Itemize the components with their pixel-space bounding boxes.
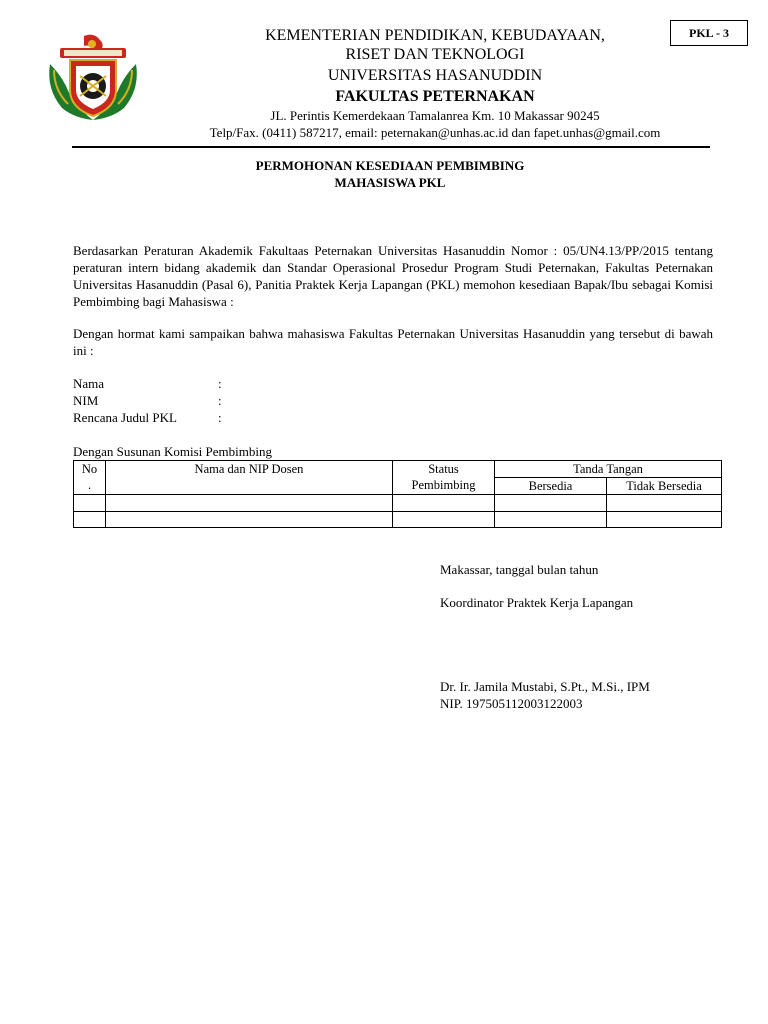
- ministry-line-2: RISET DAN TEKNOLOGI: [345, 46, 525, 63]
- col-status-label-2: Pembimbing: [411, 478, 476, 492]
- table-cell[interactable]: [607, 495, 722, 512]
- form-code-box: PKL - 3: [670, 20, 748, 46]
- document-title-line-1: PERMOHONAN KESEDIAAN PEMBIMBING: [255, 158, 525, 173]
- table-cell[interactable]: [495, 495, 607, 512]
- signatory-nip: NIP. 197505112003122003: [440, 696, 583, 711]
- university-emblem-logo: [44, 34, 142, 122]
- table-cell[interactable]: [393, 512, 495, 528]
- signatory-name: Dr. Ir. Jamila Mustabi, S.Pt., M.Si., IPM: [440, 679, 650, 694]
- student-intro-paragraph: Dengan hormat kami sampaikan bahwa mahasiswa Fakultas Peternakan Universitas Hasanuddin yang tersebut di bawah ini :: [73, 326, 713, 358]
- col-status-label-1: Status: [428, 462, 459, 476]
- table-header-row: [74, 461, 722, 478]
- col-ttd-header: Tanda Tangan: [495, 461, 722, 478]
- header-divider: [72, 146, 710, 148]
- document-title-line-2: MAHASISWA PKL: [334, 175, 446, 190]
- komisi-table-caption: Dengan Susunan Komisi Pembimbing: [73, 444, 272, 459]
- table-row: [74, 495, 722, 512]
- komisi-pembimbing-table: [73, 460, 722, 528]
- col-no-header: [74, 461, 106, 495]
- signature-place-date: Makassar, tanggal bulan tahun: [440, 562, 599, 577]
- col-no-dot: .: [87, 478, 92, 492]
- table-cell[interactable]: [495, 512, 607, 528]
- signature-role: Koordinator Praktek Kerja Lapangan: [440, 595, 634, 610]
- intro-paragraph: Berdasarkan Peraturan Akademik Fakultaas Peternakan Universitas Hasanuddin Nomor : 05/UN4.13/PP/2015 tentang peraturan intern bidang akademik dan Standar Operasional Prosedur Program Studi Peternakan, Fakultas Peternakan Universitas Hasanuddin (Pasal 6), Panitia Praktek Kerja Lapangan (PKL) memohon kesediaan Bapak/Ibu sebagai Komisi Pembimbing bagi Mahasiswa :: [73, 243, 713, 309]
- field-label-nim: NIM: [73, 393, 99, 408]
- field-colon-nim: :: [218, 393, 222, 408]
- col-no-label: No: [81, 462, 98, 476]
- table-row: [74, 512, 722, 528]
- field-label-nama: Nama: [73, 376, 105, 391]
- table-cell[interactable]: [74, 512, 106, 528]
- table-cell[interactable]: [106, 495, 393, 512]
- faculty-address: JL. Perintis Kemerdekaan Tamalanrea Km. 10 Makassar 90245: [270, 108, 600, 123]
- university-name: UNIVERSITAS HASANUDDIN: [327, 67, 543, 84]
- field-label-judul: Rencana Judul PKL: [73, 410, 177, 425]
- ministry-line-1: KEMENTERIAN PENDIDIKAN, KEBUDAYAAN,: [265, 27, 605, 44]
- faculty-contact: Telp/Fax. (0411) 587217, email: peternakan@unhas.ac.id dan fapet.unhas@gmail.com: [209, 125, 661, 140]
- table-cell[interactable]: [106, 512, 393, 528]
- col-nama-header: Nama dan NIP Dosen: [106, 461, 393, 495]
- col-status-header: [393, 461, 495, 495]
- field-colon-nama: :: [218, 376, 222, 391]
- col-bersedia-header: Bersedia: [495, 478, 607, 495]
- faculty-name: FAKULTAS PETERNAKAN: [335, 88, 535, 105]
- col-tidak-bersedia-header: Tidak Bersedia: [607, 478, 722, 495]
- field-colon-judul: :: [218, 410, 222, 425]
- table-cell[interactable]: [393, 495, 495, 512]
- table-cell[interactable]: [607, 512, 722, 528]
- table-cell[interactable]: [74, 495, 106, 512]
